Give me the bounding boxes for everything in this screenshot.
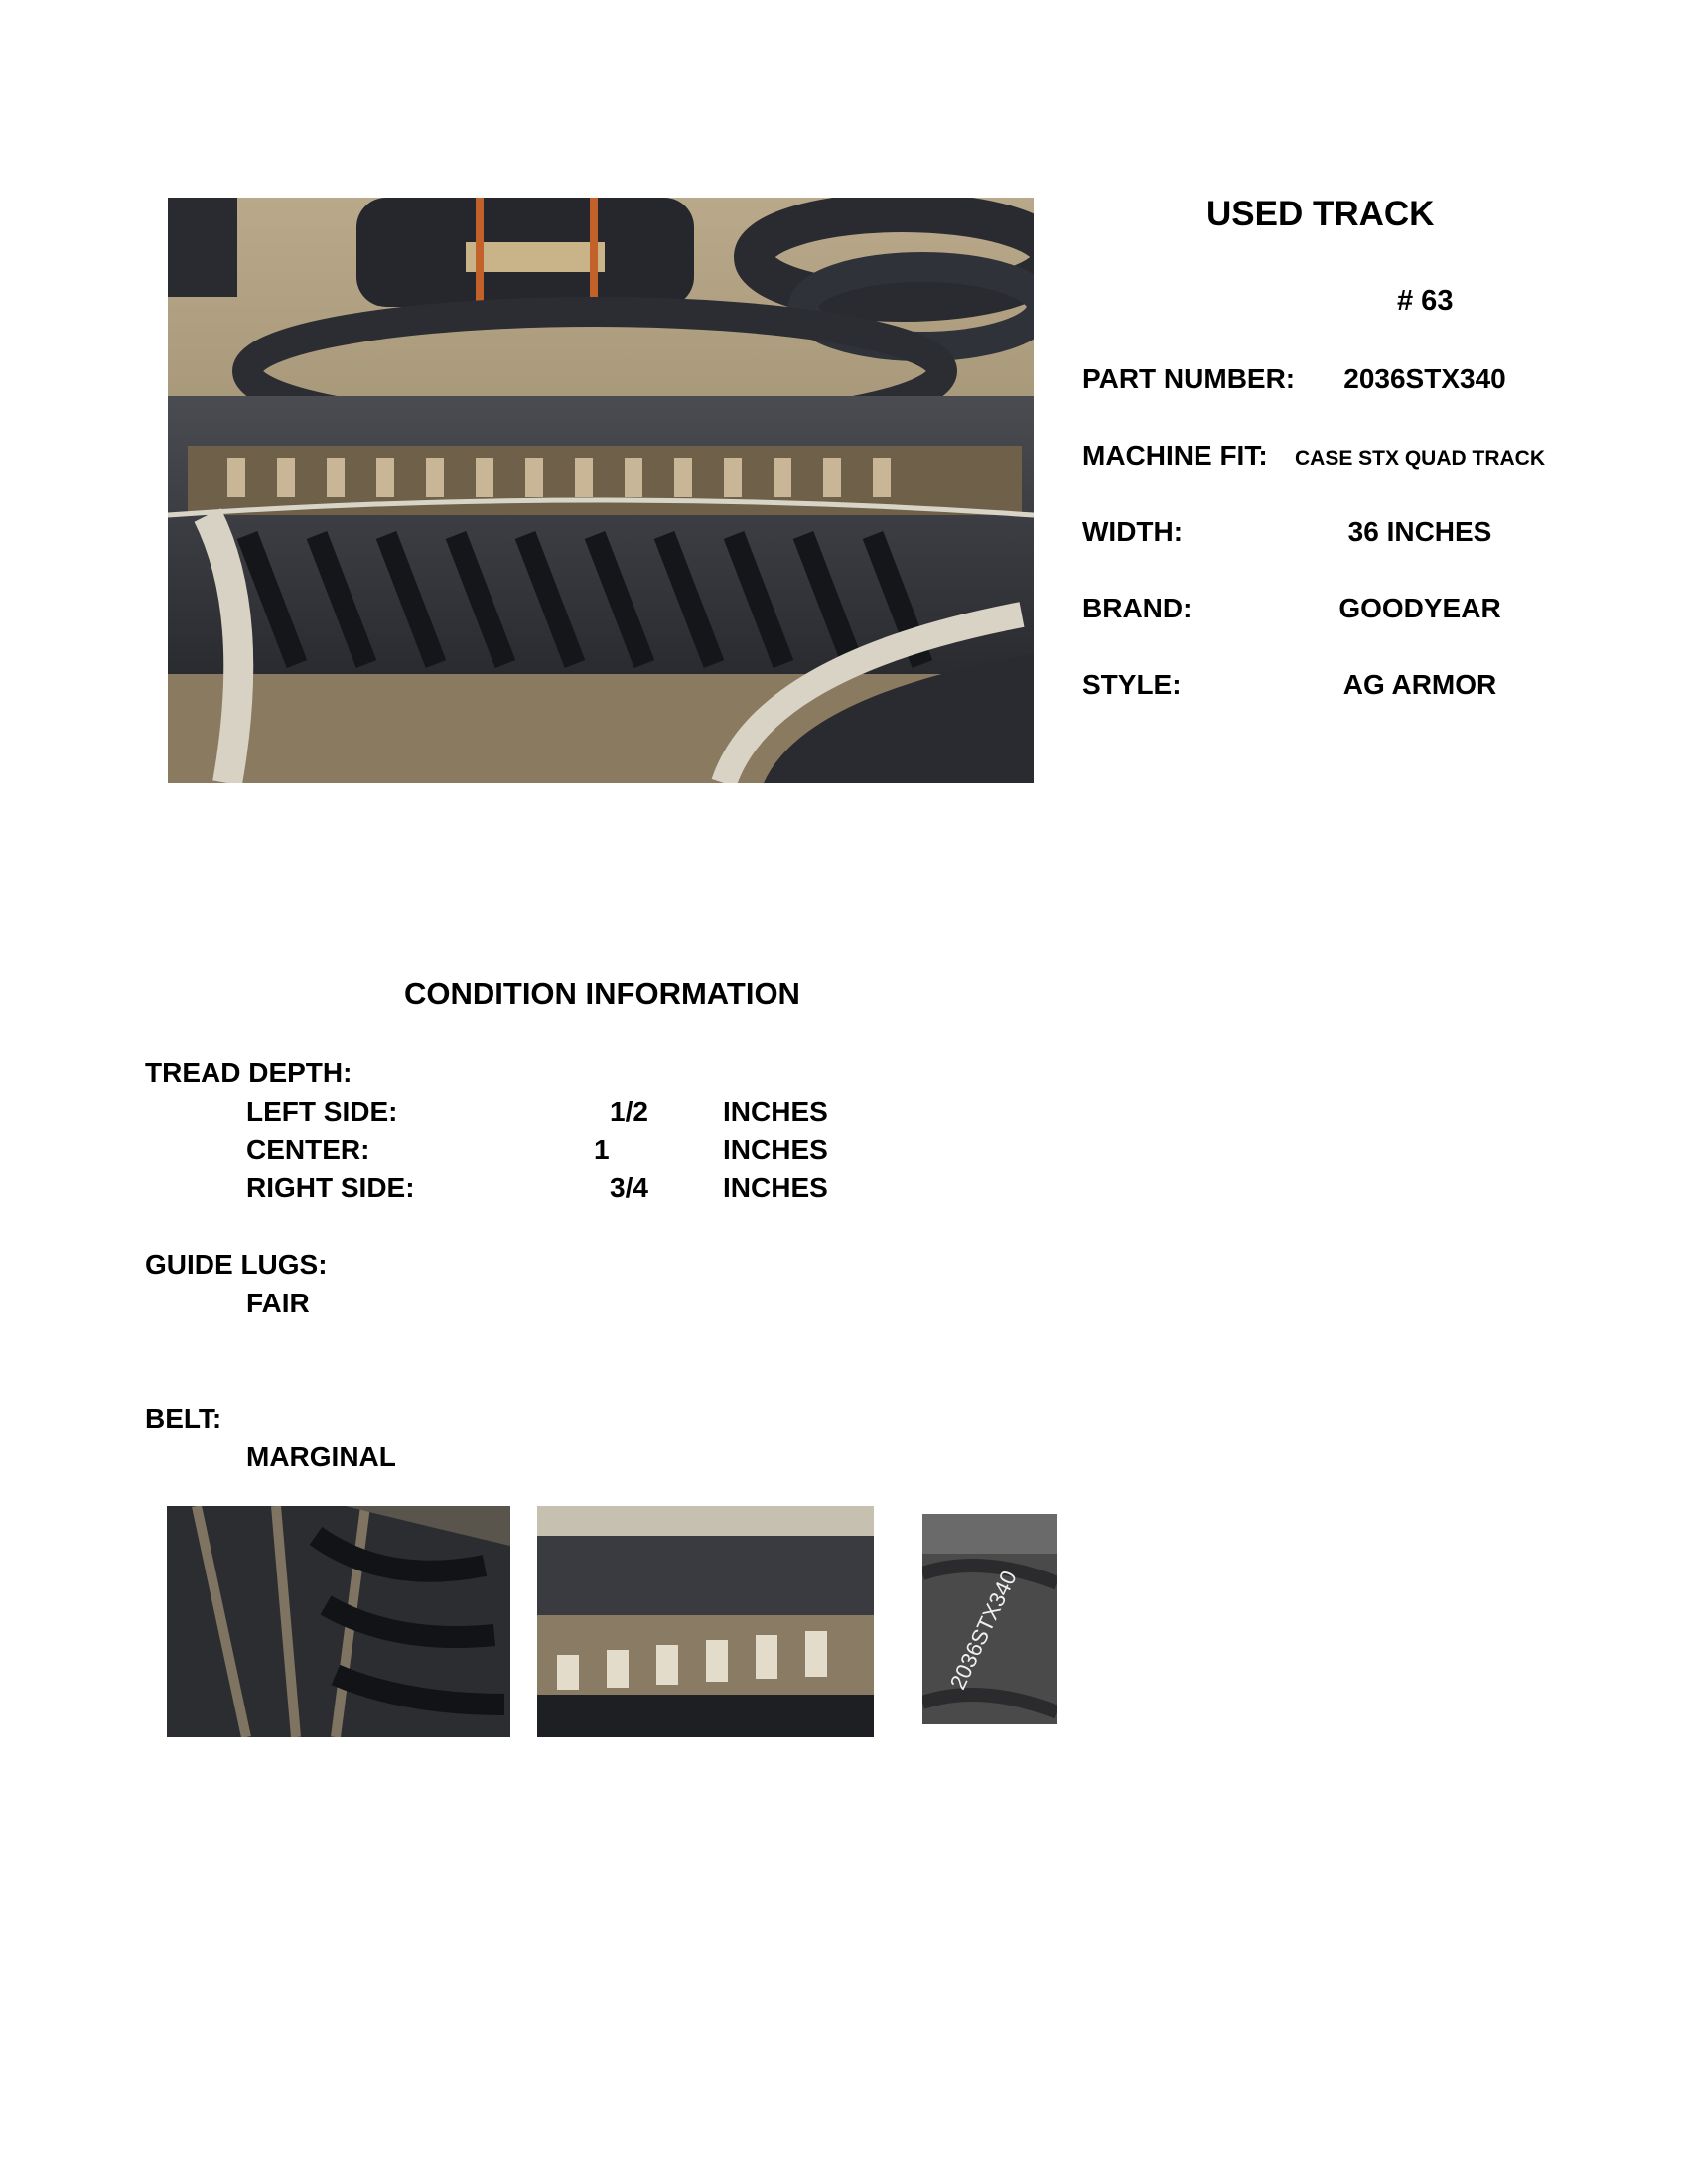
part-number-label: PART NUMBER: (1082, 363, 1296, 394)
guide-lugs-label: GUIDE LUGS: (145, 1249, 328, 1280)
tread-right-label: RIGHT SIDE: (246, 1172, 415, 1203)
style-label: STYLE: (1082, 669, 1182, 700)
tread-center-value: 1 (594, 1134, 610, 1164)
guide-lugs-value: FAIR (246, 1288, 310, 1318)
tread-closeup-photo (167, 1506, 510, 1737)
guide-lugs-photo (537, 1506, 874, 1737)
tread-center-unit: INCHES (723, 1134, 828, 1164)
tread-depth-label: TREAD DEPTH: (145, 1057, 352, 1088)
marking-photo (922, 1514, 1057, 1724)
main-track-photo (168, 198, 1034, 783)
item-number: # 63 (1397, 285, 1454, 317)
page-title: USED TRACK (1206, 195, 1435, 233)
tread-left-label: LEFT SIDE: (246, 1096, 398, 1127)
belt-value: MARGINAL (246, 1441, 396, 1472)
brand-value: GOODYEAR (1338, 593, 1501, 623)
machine-fit-value: CASE STX QUAD TRACK (1294, 447, 1545, 470)
style-value: AG ARMOR (1342, 669, 1497, 700)
width-value: 36 INCHES (1347, 516, 1492, 547)
brand-label: BRAND: (1082, 593, 1193, 623)
part-number-value: 2036STX340 (1343, 363, 1506, 394)
belt-label: BELT: (145, 1403, 222, 1433)
tread-right-unit: INCHES (723, 1172, 828, 1203)
tread-center-label: CENTER: (246, 1134, 370, 1164)
machine-fit-label: MACHINE FIT: (1082, 440, 1268, 471)
tread-left-value: 1/2 (610, 1096, 648, 1127)
condition-title: CONDITION INFORMATION (404, 976, 800, 1011)
width-label: WIDTH: (1082, 516, 1184, 547)
tread-left-unit: INCHES (723, 1096, 828, 1127)
marking-text: 2036STX340 (944, 1567, 1022, 1694)
tread-right-value: 3/4 (610, 1172, 648, 1203)
